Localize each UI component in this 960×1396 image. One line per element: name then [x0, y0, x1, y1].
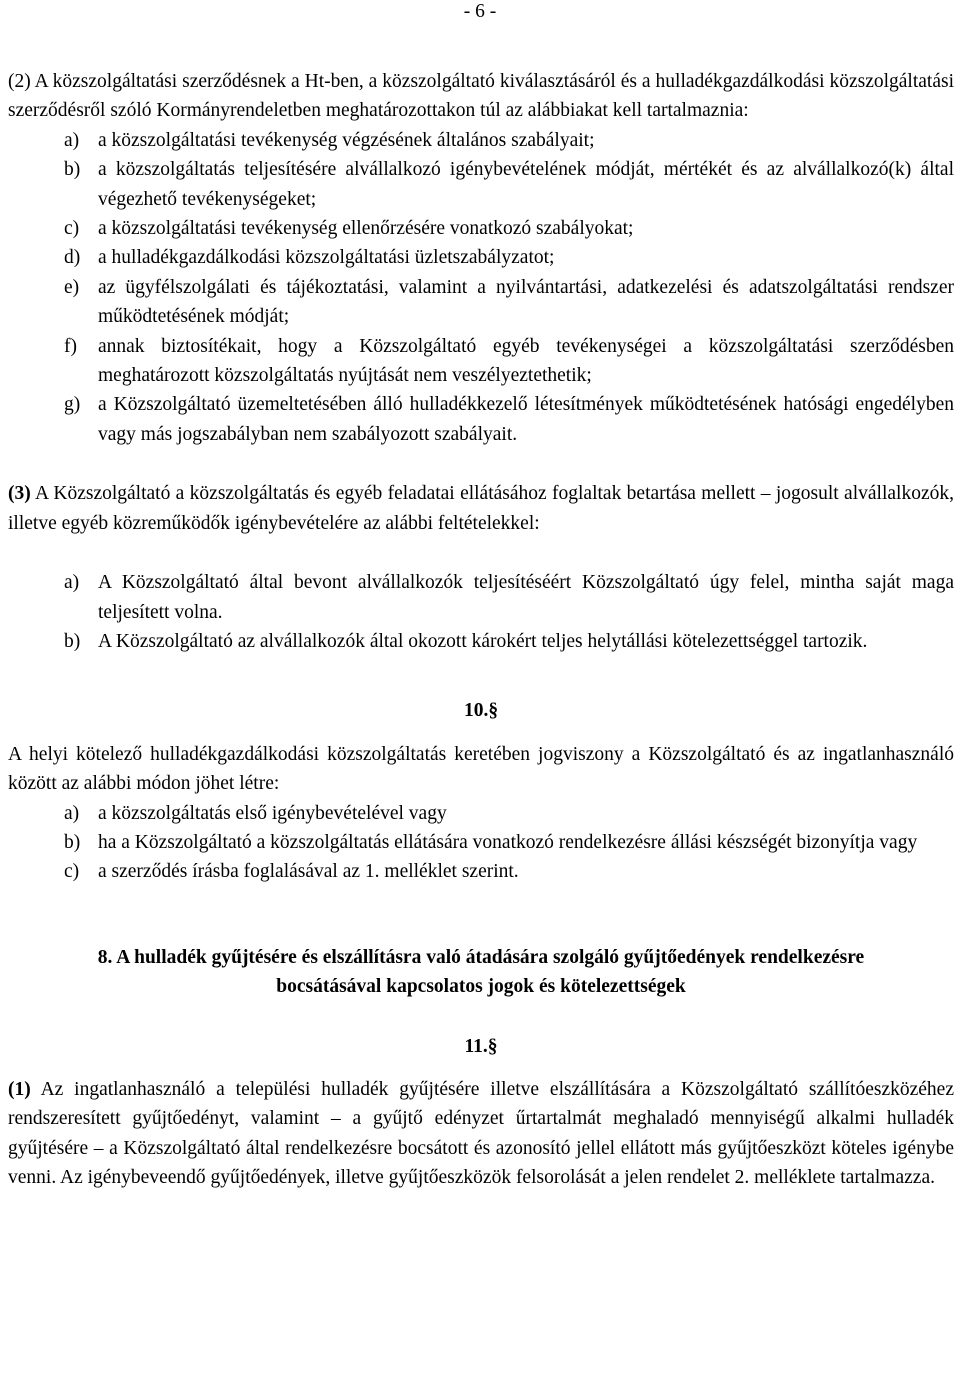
- list-item-label: e): [64, 276, 80, 298]
- list-item-label: a): [64, 802, 80, 824]
- list-item-label: f): [64, 335, 77, 357]
- list-item-label: g): [64, 394, 81, 416]
- list-item: [8, 273, 954, 332]
- list-item: [8, 568, 954, 627]
- section-heading-11-text: 11.§: [464, 1035, 498, 1057]
- list-item-text: annak biztosítékait, hogy a Közszolgáltató egyéb tevékenységei a közszolgáltatási szerződésben meghatározott közszolgáltatás nyújtását nem veszélyeztethetik;: [98, 335, 954, 387]
- list-item-text: a közszolgáltatási tevékenység ellenőrzésére vonatkozó szabályokat;: [98, 218, 634, 240]
- list-item-label: b): [64, 630, 81, 652]
- list-item-label: b): [64, 831, 81, 853]
- section-2-paragraph: [8, 67, 954, 126]
- list-item-text: A Közszolgáltató által bevont alvállalkozók teljesítéséért Közszolgáltató úgy felel, mintha saját maga teljesített volna.: [98, 572, 954, 623]
- list-item-label: c): [64, 861, 80, 883]
- section-3-number: (3): [8, 483, 31, 505]
- para-10-text: A helyi kötelező hulladékgazdálkodási közszolgáltatás keretében jogviszony a Közszolgáltató és az ingatlanhasználó között az alábbi módon jöhet létre:: [8, 743, 954, 795]
- list-item-label: c): [64, 218, 80, 240]
- section-3-paragraph: [8, 479, 954, 538]
- list-item-text: az ügyfélszolgálati és tájékoztatási, valamint a nyilvántartási, adatkezelési és adatszolgáltatási rendszer működtetésének módját;: [98, 276, 954, 328]
- list-item-text: a Közszolgáltató üzemeltetésében álló hulladékkezelő létesítmények működtetésének hatósági engedélyben vagy más jogszabályban nem szabályozott szabályait.: [98, 394, 954, 445]
- list-item-text: a szerződés írásba foglalásával az 1. melléklet szerint.: [98, 861, 519, 883]
- section-2-text: A közszolgáltatási szerződésnek a Ht-ben, a közszolgáltató kiválasztásáról és a hulladékgazdálkodási közszolgáltatási szerződésről szóló Kormányrendeletben meghatározottakon túl az alábbiakat kell tartalmaznia:: [8, 71, 955, 122]
- list-item-label: b): [64, 159, 81, 181]
- list-item-text: ha a Közszolgáltató a közszolgáltatás ellátására vonatkozó rendelkezésre állási készségét bizonyítja vagy: [98, 831, 918, 853]
- section-3-text: A Közszolgáltató a közszolgáltatás és egyéb feladatai ellátásához foglaltak betartása mellett – jogosult alvállalkozók, illetve egyéb közreműködők igénybevételére az alábbi feltételekkel:: [8, 483, 954, 534]
- list-item: [8, 857, 954, 886]
- para-11-number: (1): [8, 1078, 31, 1100]
- list-item: [8, 243, 954, 272]
- list-item: [8, 214, 954, 243]
- list-item: [8, 390, 954, 449]
- list-item-text: a közszolgáltatás első igénybevételével vagy: [98, 802, 447, 824]
- para-11-text: Az ingatlanhasználó a települési hulladék gyűjtésére illetve elszállítására a Közszolgáltató szállítóeszközéhez rendszeresített gyűjtőedényt, valamint – a gyűjtő edényzet űrtartalmát meghaladó mennyiségű alkalmi hulladék gyűjtésére – a Közszolgáltató által rendelkezésre bocsátott és azonosító jellel ellátott más gyűjtőeszközt köteles igénybe venni. Az igénybeveendő gyűjtőedények, illetve gyűjtőeszközök felsorolását a jelen rendelet 2. melléklete tartalmazza.: [8, 1078, 954, 1189]
- section-heading-10-text: 10.§: [463, 700, 499, 722]
- para-11-paragraph: [8, 1075, 954, 1193]
- chapter-title-text: 8. A hulladék gyűjtésére és elszállításra való átadására szolgáló gyűjtőedények rendelkezésre bocsátásával kapcsolatos jogok és kötelezettségek: [97, 946, 865, 998]
- list-item-text: a közszolgáltatás teljesítésére alvállalkozó igénybevételének módját, mértékét és az alvállalkozó(k) által végezhető tevékenységeket;: [98, 159, 954, 210]
- list-item-label: a): [64, 572, 80, 594]
- list-item-text: a hulladékgazdálkodási közszolgáltatási üzletszabályzatot;: [98, 247, 555, 269]
- list-item: [8, 155, 954, 214]
- list-item-label: d): [64, 247, 81, 269]
- section-heading-10: [8, 696, 954, 725]
- list-item: [8, 332, 954, 391]
- page-number: - 6 -: [463, 1, 497, 22]
- list-item: [8, 799, 954, 828]
- section-heading-11: [8, 1032, 954, 1061]
- list-item: [8, 627, 954, 656]
- list-item-text: a közszolgáltatási tevékenység végzésének általános szabályait;: [98, 129, 595, 151]
- section-2-number: (2): [8, 71, 31, 92]
- document-page: [8, 67, 954, 1193]
- list-item: [8, 126, 954, 155]
- list-item-text: A Közszolgáltató az alvállalkozók által okozott károkért teljes helytállási kötelezettséggel tartozik.: [98, 630, 868, 652]
- chapter-title: [8, 943, 954, 1002]
- list-item: [8, 828, 954, 857]
- list-item-label: a): [64, 129, 80, 151]
